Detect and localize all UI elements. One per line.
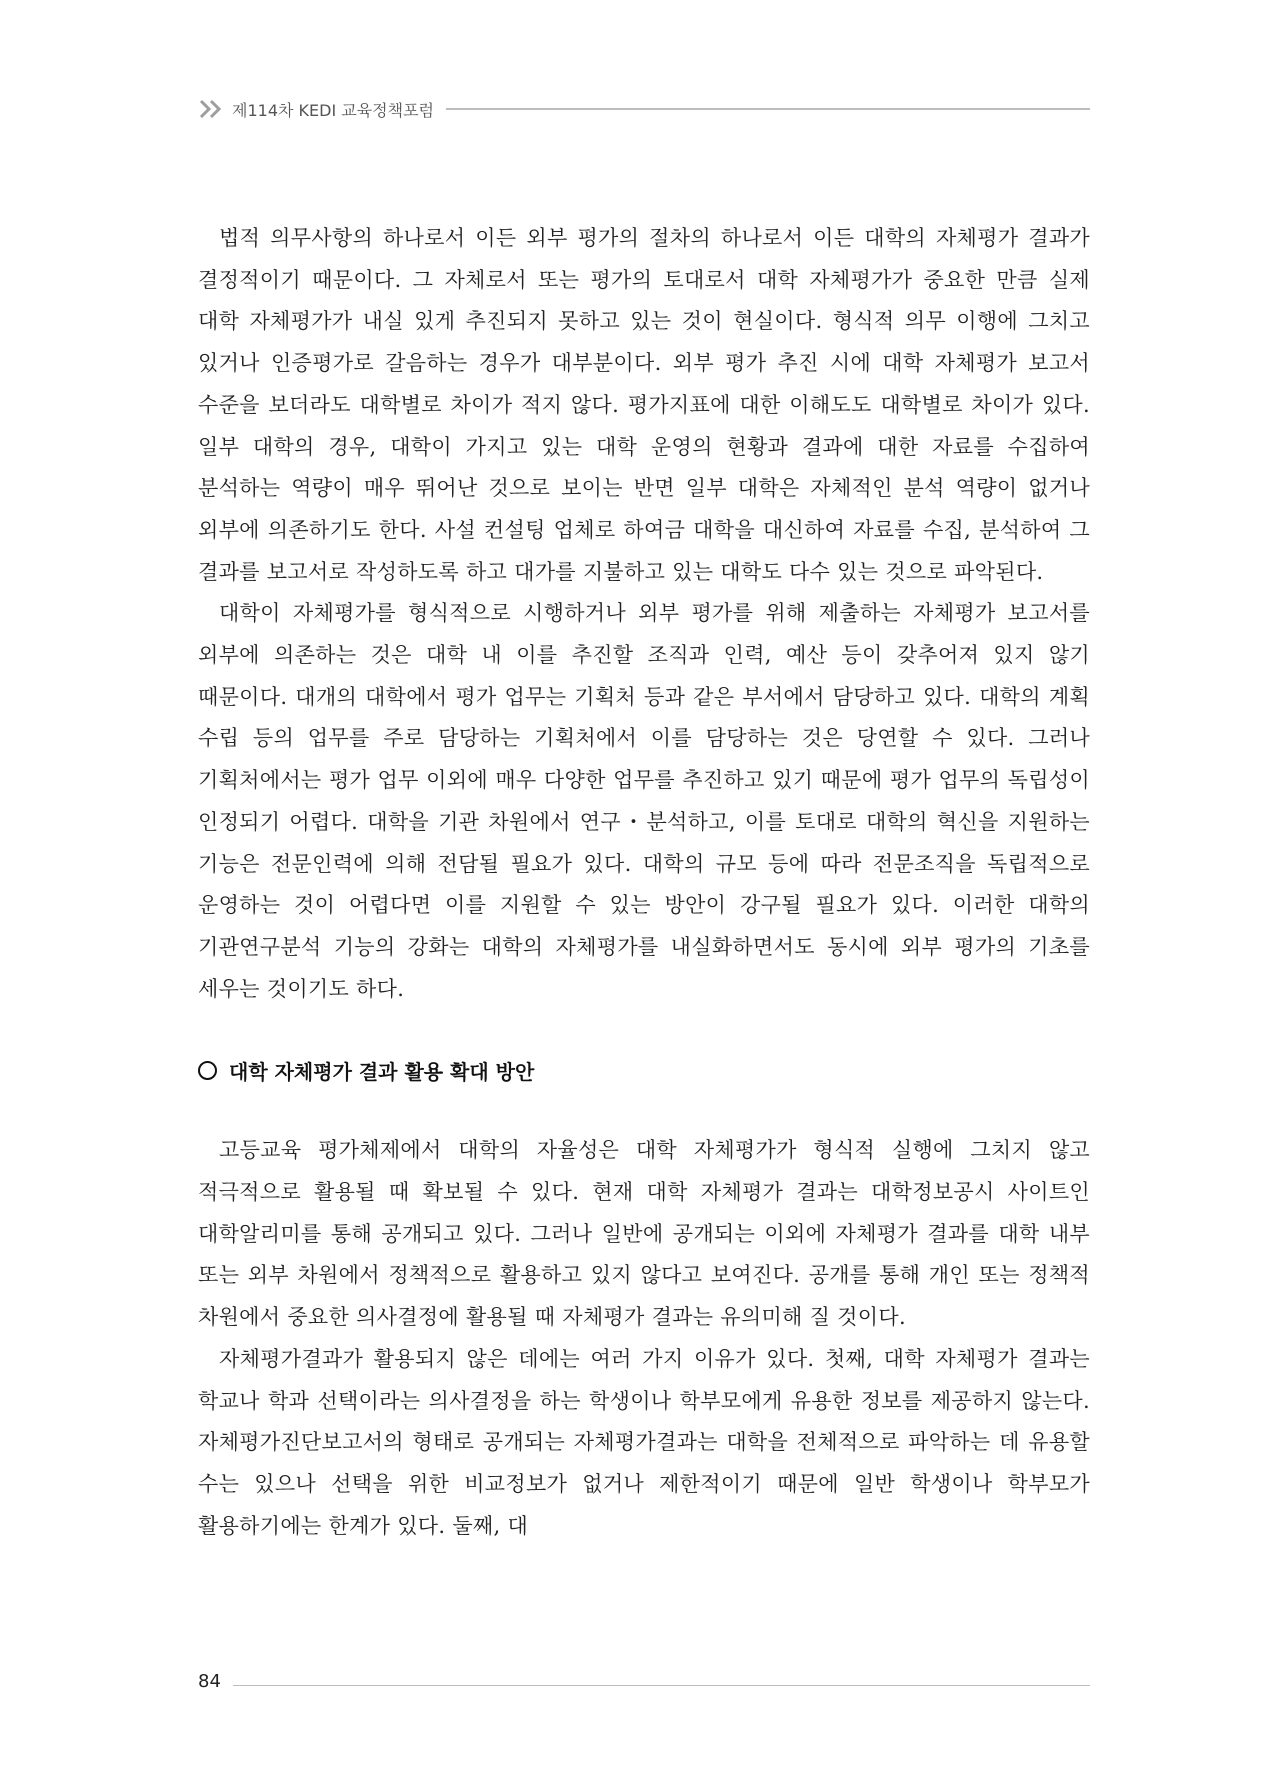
page-body: [198, 218, 1090, 1547]
header-title: 제114차 KEDI 교육정책포럼: [232, 100, 434, 120]
circle-bullet-icon: [198, 1061, 217, 1080]
double-chevron-right-icon: [198, 98, 226, 120]
section-heading-text: 대학 자체평가 결과 활용 확대 방안: [229, 1059, 535, 1084]
page-header: [198, 96, 1090, 122]
section-paragraph-2: 자체평가결과가 활용되지 않은 데에는 여러 가지 이유가 있다. 첫째, 대학 자체평가 결과는 학교나 학과 선택이라는 의사결정을 하는 학생이나 학부모에게 유용한 정보를 제공하지 않는다. 자체평가진단보고서의 형태로 공개되는 자체평가결과는 대학을 전체적으로 파악하는 데 유용할 수는 있으나 선택을 위한 비교정보가 없거나 제한적이기 때문에 일반 학생이나 학부모가 활용하기에는 한계가 있다. 둘째, 대: [198, 1346, 1090, 1538]
page-number: 84: [198, 1671, 221, 1692]
section-paragraph-1: 고등교육 평가체제에서 대학의 자율성은 대학 자체평가가 형식적 실행에 그치지 않고 적극적으로 활용될 때 확보될 수 있다. 현재 대학 자체평가 결과는 대학정보공시 사이트인 대학알리미를 통해 공개되고 있다. 그러나 일반에 공개되는 이외에 자체평가 결과를 대학 내부 또는 외부 차원에서 정책적으로 활용하고 있지 않다고 보여진다. 공개를 통해 개인 또는 정책적 차원에서 중요한 의사결정에 활용될 때 자체평가 결과는 유의미해 질 것이다.: [198, 1138, 1090, 1330]
body-paragraph-2: 대학이 자체평가를 형식적으로 시행하거나 외부 평가를 위해 제출하는 자체평가 보고서를 외부에 의존하는 것은 대학 내 이를 추진할 조직과 인력, 예산 등이 갖추어져 있지 않기 때문이다. 대개의 대학에서 평가 업무는 기획처 등과 같은 부서에서 담당하고 있다. 대학의 계획 수립 등의 업무를 주로 담당하는 기획처에서 이를 담당하는 것은 당연할 수 있다. 그러나 기획처에서는 평가 업무 이외에 매우 다양한 업무를 추진하고 있기 때문에 평가 업무의 독립성이 인정되기 어렵다. 대학을 기관 차원에서 연구・분석하고, 이를 토대로 대학의 혁신을 지원하는 기능은 전문인력에 의해 전담될 필요가 있다. 대학의 규모 등에 따라 전문조직을 독립적으로 운영하는 것이 어렵다면 이를 지원할 수 있는 방안이 강구될 필요가 있다. 이러한 대학의 기관연구분석 기능의 강화는 대학의 자체평가를 내실화하면서도 동시에 외부 평가의 기초를 세우는 것이기도 하다.: [198, 601, 1090, 1001]
body-paragraph-1: 법적 의무사항의 하나로서 이든 외부 평가의 절차의 하나로서 이든 대학의 자체평가 결과가 결정적이기 때문이다. 그 자체로서 또는 평가의 토대로서 대학 자체평가가 중요한 만큼 실제 대학 자체평가가 내실 있게 추진되지 못하고 있는 것이 현실이다. 형식적 의무 이행에 그치고 있거나 인증평가로 갈음하는 경우가 대부분이다. 외부 평가 추진 시에 대학 자체평가 보고서 수준을 보더라도 대학별로 차이가 적지 않다. 평가지표에 대한 이해도도 대학별로 차이가 있다. 일부 대학의 경우, 대학이 가지고 있는 대학 운영의 현황과 결과에 대한 자료를 수집하여 분석하는 역량이 매우 뛰어난 것으로 보이는 반면 일부 대학은 자체적인 분석 역량이 없거나 외부에 의존하기도 한다. 사설 컨설팅 업체로 하여금 대학을 대신하여 자료를 수집, 분석하여 그 결과를 보고서로 작성하도록 하고 대가를 지불하고 있는 대학도 다수 있는 것으로 파악된다.: [198, 226, 1090, 584]
section-heading: [198, 1048, 1090, 1092]
page-footer: [198, 1662, 1090, 1692]
footer-rule: [233, 1685, 1090, 1686]
header-rule: [446, 108, 1090, 110]
